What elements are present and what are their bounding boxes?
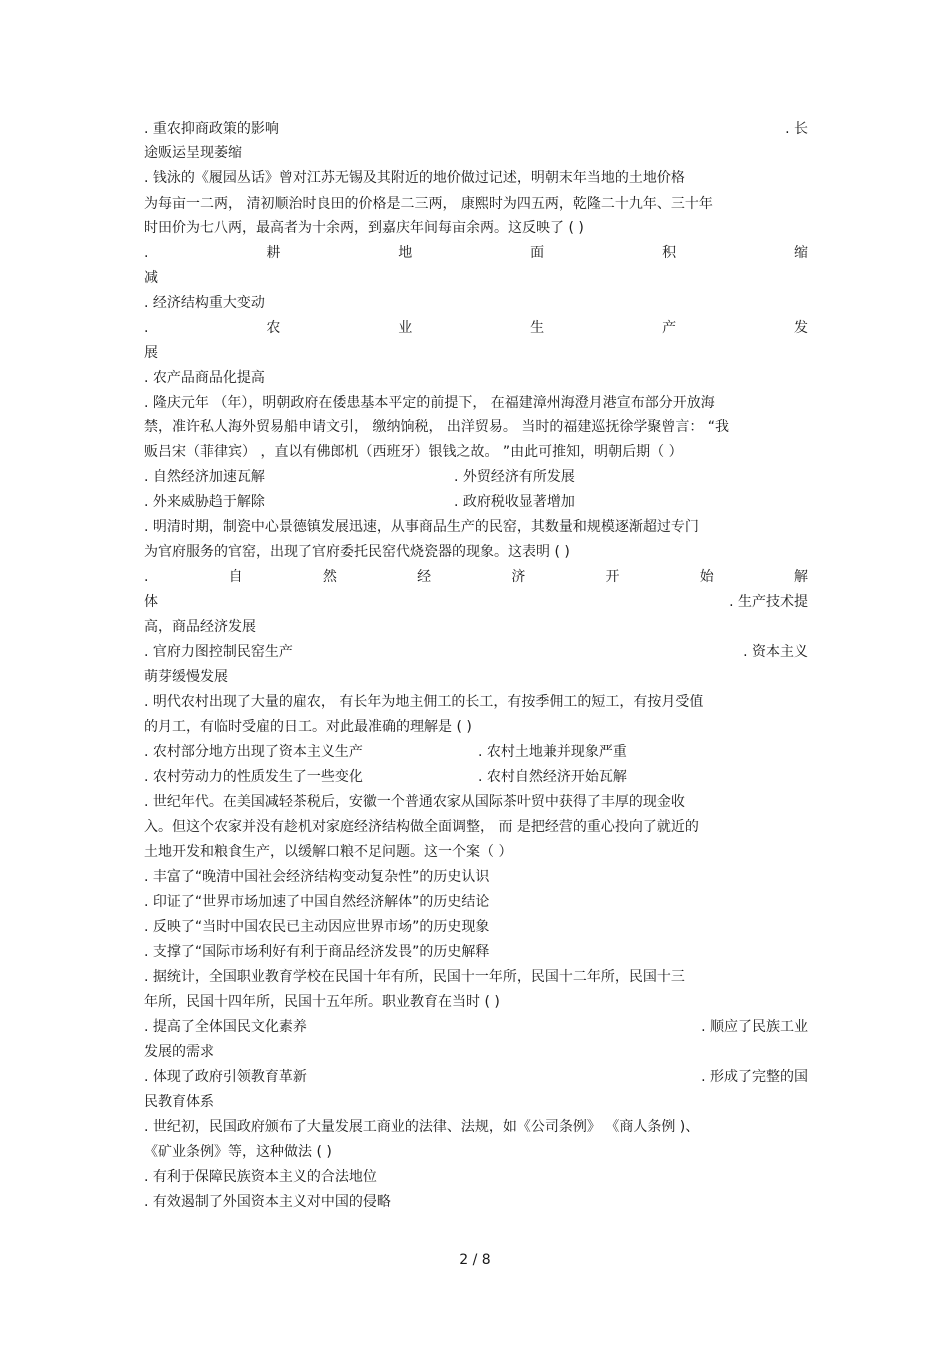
- char: 农: [266, 320, 281, 336]
- text-line: [144, 118, 808, 140]
- text-line: [144, 466, 808, 488]
- option-text: . 农村部分地方出现了资本主义生产: [144, 744, 363, 760]
- option-text: . 体现了政府引领教育革新: [144, 1069, 307, 1085]
- char: 缩: [793, 245, 808, 261]
- option-text: . 资本主义: [743, 644, 808, 660]
- option-text: . 丰富了“晚清中国社会经济结构变动复杂性”的历史认识: [144, 869, 490, 885]
- text-line: 高，商品经济发展: [144, 619, 256, 635]
- text-line: [144, 1016, 808, 1038]
- char: 自: [228, 569, 243, 585]
- char: 始: [699, 569, 714, 585]
- option-text: . 生产技术提: [729, 594, 808, 610]
- option-text: . 长: [785, 121, 808, 137]
- justified-option-line: [144, 317, 808, 339]
- text-line: [144, 641, 808, 663]
- option-text: . 重农抑商政策的影响: [144, 121, 279, 137]
- text-line: 《矿业条例》等，这种做法 ( ): [144, 1144, 332, 1160]
- option-text: 体: [144, 594, 158, 610]
- option-text: . 经济结构重大变动: [144, 295, 265, 311]
- char: 地: [398, 245, 413, 261]
- char: .: [144, 245, 149, 261]
- text-line: 发展的需求: [144, 1044, 214, 1060]
- text-line: [144, 741, 808, 763]
- char: 解: [793, 569, 808, 585]
- question-text: . 世纪初，民国政府颁布了大量发展工商业的法律、法规，如《公司条例》 《商人条例 )、: [144, 1119, 700, 1135]
- page-number: 2 / 8: [459, 1252, 491, 1268]
- question-text: . 明清时期，制瓷中心景德镇发展迅速，从事商品生产的民窑，其数量和规模逐渐超过专门: [144, 519, 699, 535]
- option-text: . 形成了完整的国: [701, 1069, 808, 1085]
- question-text: . 钱泳的《履园丛话》曾对江苏无锡及其附近的地价做过记述，明朝末年当地的土地价格: [144, 170, 685, 186]
- text-line: [144, 591, 808, 613]
- char: 济: [511, 569, 526, 585]
- text-line: 的月工，有临时受雇的日工。对此最准确的理解是 ( ): [144, 719, 472, 735]
- text-line: [144, 491, 808, 513]
- text-line: 土地开发和粮食生产，以缓解口粮不足问题。这一个案（ ）: [144, 844, 513, 860]
- char: 发: [793, 320, 808, 336]
- char: 业: [398, 320, 413, 336]
- text-line: [144, 1066, 808, 1088]
- question-text: . 明代农村出现了大量的雇农， 有长年为地主佣工的长工，有按季佣工的短工，有按月受值: [144, 694, 704, 710]
- text-line: 为每亩一二两， 清初顺治时良田的价格是二三两， 康熙时为四五两，乾隆二十九年、三十年: [144, 196, 713, 212]
- char: 耕: [266, 245, 281, 261]
- option-text: . 有利于保障民族资本主义的合法地位: [144, 1169, 377, 1185]
- option-text: . 自然经济加速瓦解: [144, 469, 265, 485]
- option-text: . 有效遏制了外国资本主义对中国的侵略: [144, 1194, 391, 1210]
- question-text: . 隆庆元年 （年），明朝政府在倭患基本平定的前提下， 在福建漳州海澄月港宣布部分开放海: [144, 395, 715, 411]
- char: 开: [605, 569, 620, 585]
- justified-option-line: [144, 566, 808, 588]
- char: .: [144, 569, 149, 585]
- char: 产: [662, 320, 677, 336]
- option-text: . 农村自然经济开始瓦解: [478, 769, 627, 785]
- text-line: 展: [144, 345, 158, 361]
- char: .: [144, 320, 149, 336]
- text-line: 为官府服务的官窑，出现了官府委托民窑代烧瓷器的现象。这表明 ( ): [144, 544, 570, 560]
- text-line: 入。但这个农家并没有趁机对家庭经济结构做全面调整， 而 是把经营的重心投向了就近的: [144, 819, 699, 835]
- text-line: 贩吕宋（菲律宾） ，直以有佛郎机（西班牙）银钱之故。 ”由此可推知，明朝后期（ ）: [144, 444, 683, 460]
- question-text: . 世纪年代。在美国减轻茶税后，安徽一个普通农家从国际茶叶贸中获得了丰厚的现金收: [144, 794, 685, 810]
- char: 然: [322, 569, 337, 585]
- option-text: . 支撑了“国际市场利好有利于商品经济发畏”的历史解释: [144, 944, 490, 960]
- option-text: . 外贸经济有所发展: [454, 469, 575, 485]
- justified-option-line: [144, 242, 808, 264]
- option-text: . 政府税收显著增加: [454, 494, 575, 510]
- text-line: 禁，准许私人海外贸易船申请文引， 缴纳饷税， 出洋贸易。 当时的福建巡抚徐学聚曾言： “我: [144, 419, 730, 435]
- option-text: . 提高了全体国民文化素养: [144, 1019, 307, 1035]
- text-line: 民教育体系: [144, 1094, 214, 1110]
- char: 积: [662, 245, 677, 261]
- text-line: 减: [144, 270, 158, 286]
- option-text: . 反映了“当时中国农民已主动因应世界市场”的历史现象: [144, 919, 490, 935]
- text-line: 年所，民国十四年所，民国十五年所。职业教育在当时 ( ): [144, 994, 500, 1010]
- text-line: [144, 766, 808, 788]
- text-line: 时田价为七八两，最高者为十余两，到嘉庆年间每亩余两。这反映了 ( ): [144, 220, 584, 236]
- text-line: 途贩运呈现萎缩: [144, 145, 242, 161]
- option-text: . 官府力图控制民窑生产: [144, 644, 293, 660]
- char: 经: [417, 569, 432, 585]
- option-text: . 顺应了民族工业: [701, 1019, 808, 1035]
- option-text: . 农产品商品化提高: [144, 370, 265, 386]
- question-text: . 据统计，全国职业教育学校在民国十年有所，民国十一年所，民国十二年所，民国十三: [144, 969, 685, 985]
- option-text: . 印证了“世界市场加速了中国自然经济解体”的历史结论: [144, 894, 490, 910]
- char: 生: [530, 320, 545, 336]
- text-line: 萌芽缓慢发展: [144, 669, 228, 685]
- char: 面: [530, 245, 545, 261]
- option-text: . 农村劳动力的性质发生了一些变化: [144, 769, 363, 785]
- option-text: . 农村土地兼并现象严重: [478, 744, 627, 760]
- option-text: . 外来威胁趋于解除: [144, 494, 265, 510]
